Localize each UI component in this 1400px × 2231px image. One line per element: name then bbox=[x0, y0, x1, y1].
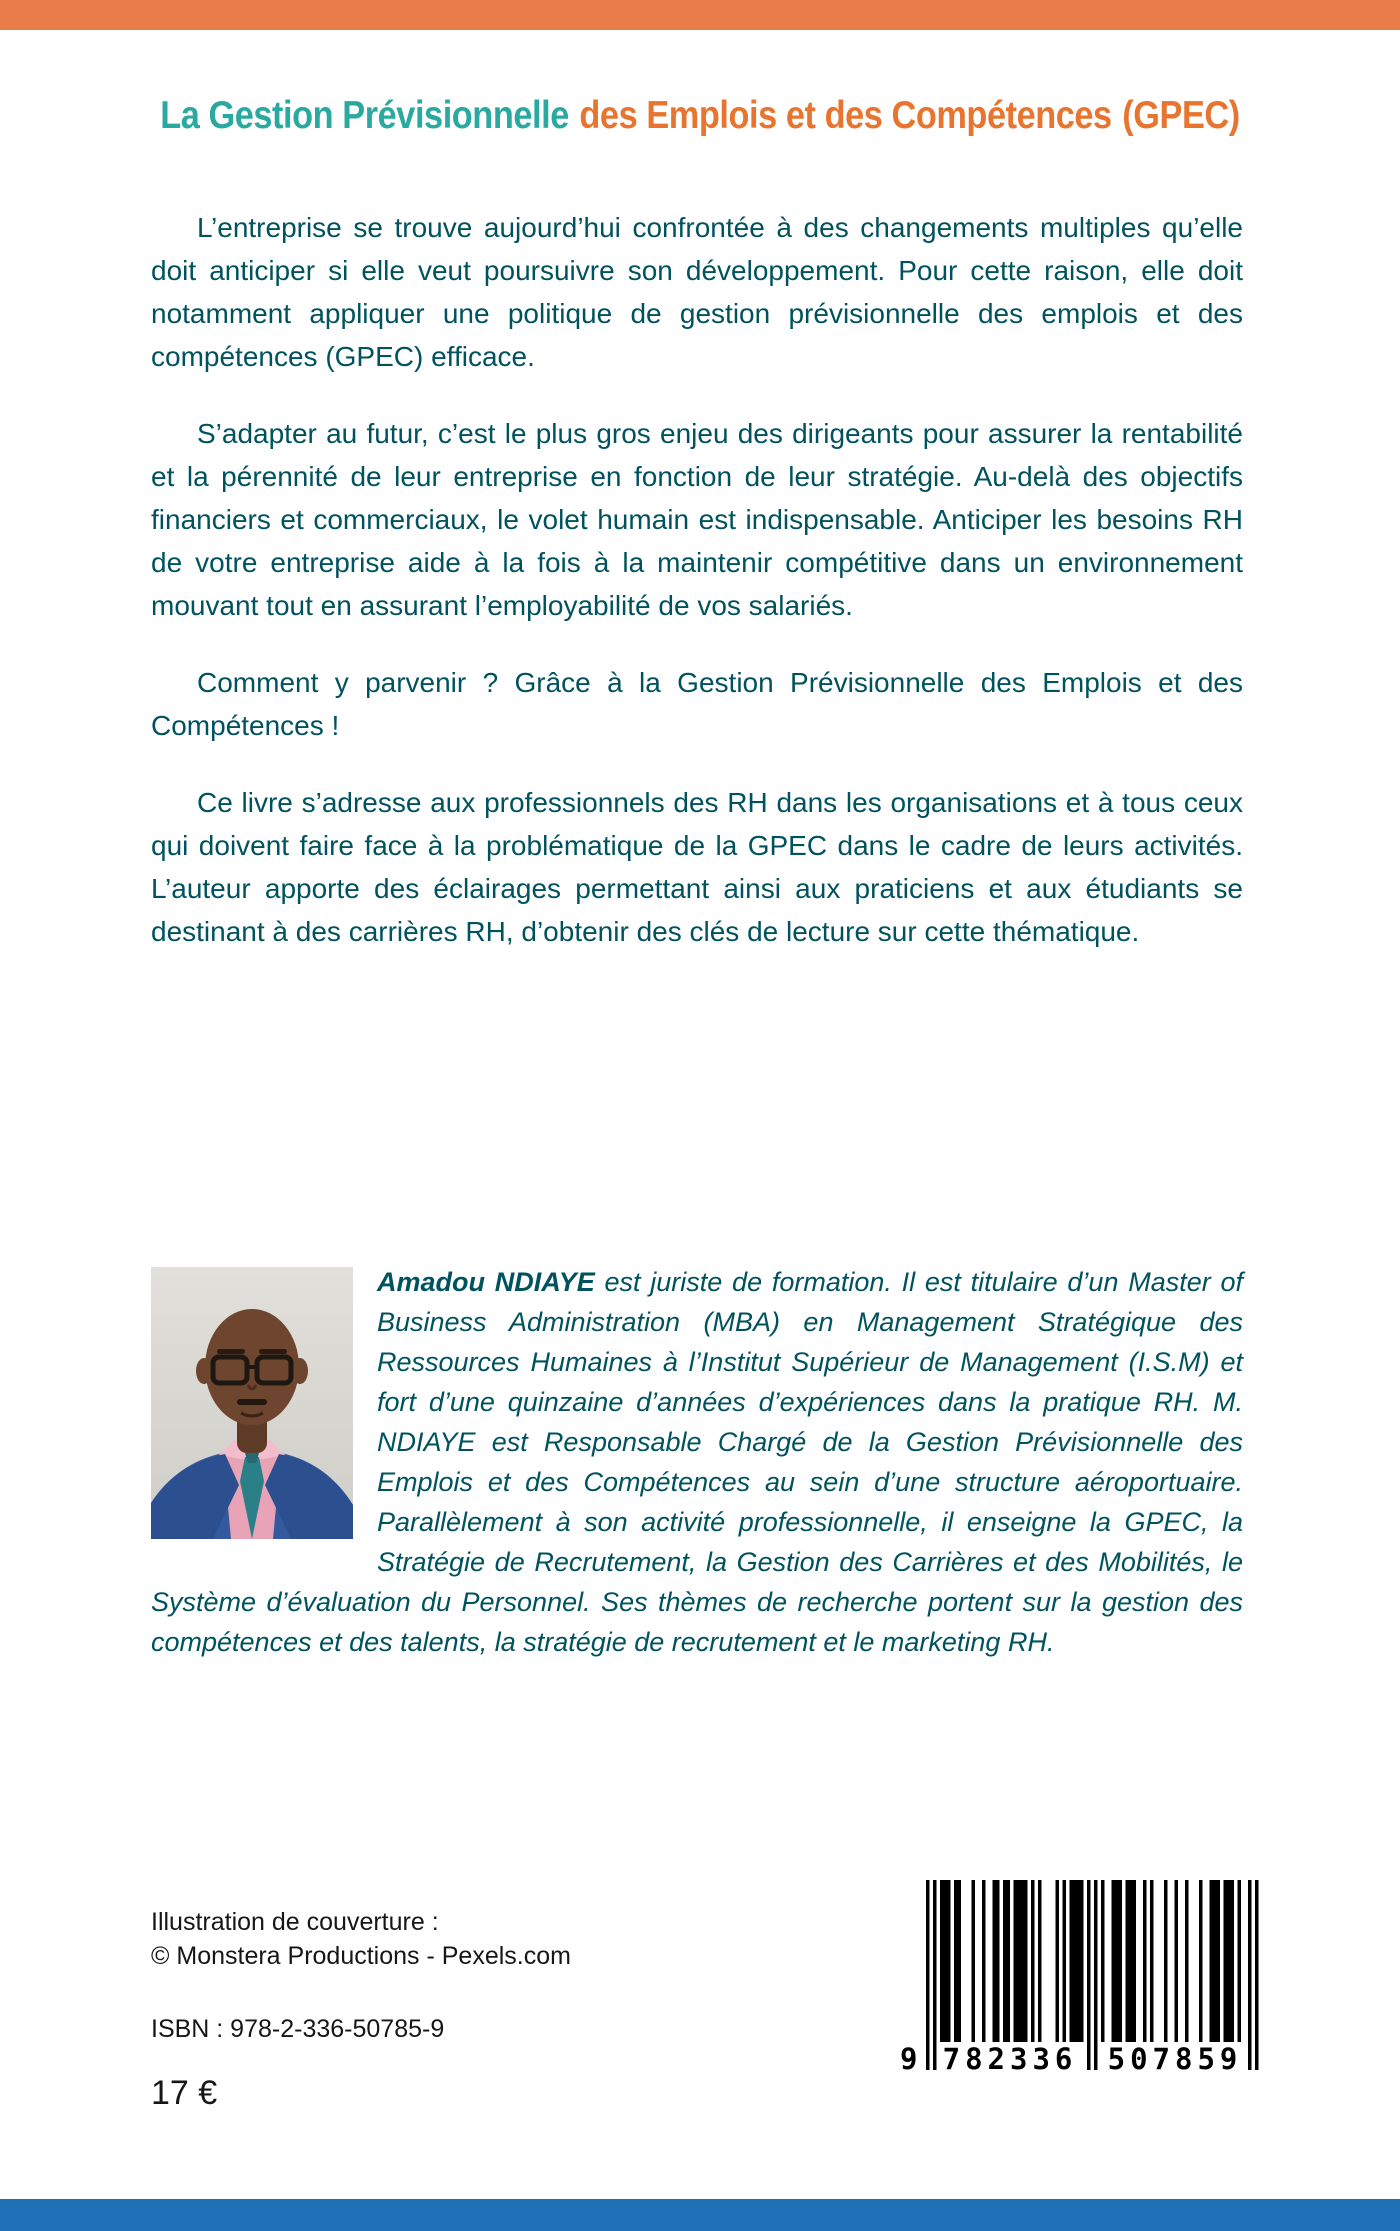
top-accent-bar bbox=[0, 0, 1400, 30]
book-title bbox=[84, 94, 1316, 138]
book-title-acronym: (GPEC) bbox=[1122, 94, 1240, 137]
footer-left bbox=[151, 1905, 571, 2113]
author-photo bbox=[151, 1267, 353, 1539]
synopsis-paragraph-4: Ce livre s’adresse aux professionnels des RH dans les organisations et à tous ceux qui doivent faire face à la problématique de la GPEC dans le cadre de leurs activités. L’auteur apporte des éclairages permettant ainsi aux praticiens et aux étudiants se destinant à des carrières RH, d’obtenir des clés de lecture sur cette thématique. bbox=[151, 787, 1243, 947]
illustration-credit-line1: Illustration de couverture : bbox=[151, 1908, 439, 1936]
synopsis-paragraph-3: Comment y parvenir ? Grâce à la Gestion Prévisionnelle des Emplois et des Compétences ! bbox=[151, 667, 1243, 741]
illustration-credit-line2: © Monstera Productions - Pexels.com bbox=[151, 1942, 571, 1970]
barcode-digit-group2: 507859 bbox=[1107, 2042, 1243, 2076]
bottom-accent-bar bbox=[0, 2199, 1400, 2231]
book-title-part-orange: des Emplois et des Compétences bbox=[579, 94, 1112, 137]
isbn: ISBN : 978-2-336-50785-9 bbox=[151, 2015, 445, 2043]
barcode-digit-group1: 782336 bbox=[942, 2042, 1078, 2076]
synopsis-paragraph-1: L’entreprise se trouve aujourd’hui confrontée à des changements multiples qu’elle doit anticiper si elle veut poursuivre son développement. Pour cette raison, elle doit notamment appliquer une politique de gestion prévisionnelle des emplois et des compétences (GPEC) efficace. bbox=[151, 212, 1243, 372]
barcode bbox=[900, 1880, 1262, 2074]
author-bio bbox=[151, 1262, 1243, 1662]
author-portrait-illustration bbox=[151, 1267, 353, 1539]
synopsis bbox=[151, 206, 1243, 987]
barcode-digit-left: 9 bbox=[900, 2042, 918, 2076]
author-bio-body: est juriste de formation. Il est titulaire d’un Master of Business Administration (MBA) en Management Stratégique des Ressources Humaines à l’Institut Supérieur de Management (I.S.M) et fort d’une quinzaine d’années d’expériences dans la pratique RH. M. NDIAYE est Responsable Chargé de la Gestion Prévisionnelle des Emplois et des Compétences au sein d’une structure aéroportuaire. Parallèlement à son activité professionnelle, il enseigne la GPEC, la Stratégie de Recrutement, la Gestion des Carrières et des Mobilités, le Système d’évaluation du Personnel. Ses thèmes de recherche portent sur la gestion des compétences et des talents, la stratégie de recrutement et le marketing RH. bbox=[151, 1267, 1243, 1657]
author-name: Amadou NDIAYE bbox=[377, 1267, 595, 1297]
price: 17 € bbox=[151, 2074, 218, 2112]
book-title-part-teal: La Gestion Prévisionnelle bbox=[160, 94, 569, 137]
synopsis-paragraph-2: S’adapter au futur, c’est le plus gros enjeu des dirigeants pour assurer la rentabilité et la pérennité de leur entreprise en fonction de leur stratégie. Au-delà des objectifs financiers et commerciaux, le volet humain est indispensable. Anticiper les besoins RH de votre entreprise aide à la fois à la maintenir compétitive dans un environnement mouvant tout en assurant l’employabilité de vos salariés. bbox=[151, 418, 1243, 621]
